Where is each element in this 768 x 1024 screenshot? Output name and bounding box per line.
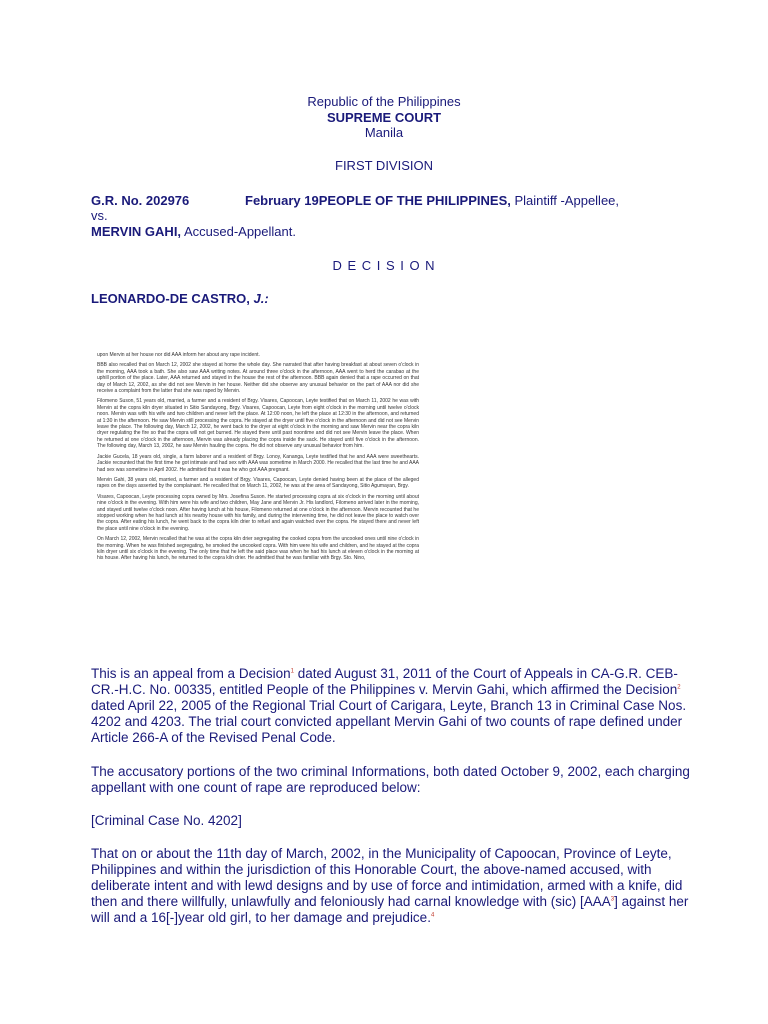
plaintiff-role: Plaintiff -Appellee,	[510, 193, 620, 208]
excerpt-paragraph: Filomeno Suson, 51 years old, married, a farmer and a resident of Brgy. Visares, Capoocan, Leyte testified that on March 11, 2002 he was with Mervin at the copra kiln dryer situated in Sitio Sandayong, Brgy. Visares, Capoocan, Leyte from eight o'clock in the morning until twelve o'clock noon. Mervin was with his wife and two children and never left the place. At 12:00 noon, he left the place at 12:30 in the afternoon, and returned at 1:30 in the afternoon. He saw Mervin still processing the copra. He stayed at the dryer until five o'clock in the afternoon and did not see Mervin leave the place. The following day, March 12, 2002, he went back to the dryer at eight o'clock in the morning and saw Mervin near the copra kiln dryer regulating the fire so that the copra will not get burned. He stayed there until past noontime and did not see Mervin leave the place. When he returned at one o'clock in the afternoon, Mervin was already placing the copra inside the sack. He stayed until five o'clock in the afternoon. The following day, March 13, 2002, he saw Mervin hauling the copra. He did not observe any unusual behavior from him.	[97, 398, 419, 450]
excerpt-paragraph: Visares, Capoocan, Leyte processing copra owned by Mrs. Josefina Suson. He started processing copra at six o'clock in the morning until about nine o'clock in the evening. With him were his wife and two children, May Jane and Mervin Jr. His landlord, Filomeno arrived later in the morning, and stayed until twelve o'clock noon. After having lunch at his house, Filomeno returned at one o'clock in the afternoon. Mervin recounted that he stopped working when he had lunch at his nearby house with his family, and during the intervening time, he did not leave the place to watch over the copra. After eating his lunch, he went back to the copra kiln drier to refuel and again watched over the copra. He stayed there and never left the place until nine o'clock in the evening.	[97, 493, 419, 532]
ponente-title: J.:	[249, 291, 269, 306]
decision-heading: D E C I S I O N	[332, 258, 436, 273]
case-parties-line	[245, 193, 619, 208]
paragraph-case-no: [Criminal Case No. 4202]	[91, 813, 242, 828]
accused-line	[91, 224, 296, 239]
text-run: dated August 31, 2011 of the Court of Appeals in CA-G.R. CEB-CR.-H.C. No. 00335, entitled People of the Philippines v. Mervin Gahi, which affirmed the Decision	[91, 666, 678, 697]
footnote-ref[interactable]: 4	[430, 912, 435, 919]
court-name: SUPREME COURT	[326, 110, 442, 125]
text-run: dated April 22, 2005 of the Regional Trial Court of Carigara, Leyte, Branch 13 in Criminal Case Nos. 4202 and 4203. The trial court convicted appellant Mervin Gahi of two counts of rape defined under Article 266-A of the Revised Penal Code.	[91, 698, 687, 745]
ponente-name: LEONARDO-DE CASTRO,	[91, 291, 250, 306]
paragraph-information	[91, 846, 691, 926]
paragraph-accusatory: The accusatory portions of the two criminal Informations, both dated October 9, 2002, each charging appellant with one count of rape are reproduced below:	[91, 764, 690, 795]
division-line: FIRST DIVISION	[335, 158, 433, 173]
versus: vs.	[91, 208, 108, 223]
accused-name: MERVIN GAHI,	[91, 224, 182, 239]
text-run: ] against her will and a 16[-]year old girl, to her damage and prejudice.	[91, 894, 689, 925]
text-run: That on or about the 11th day of March, 2002, in the Municipality of Capoocan, Province of Leyte, Philippines and within the jurisdiction of this Honorable Court, the above-named accused, with deliberate intent and with lewd designs and by use of force and intimidation, armed with a knife, did then and there willfully, unlawfully and feloniously had carnal knowledge with (sic) [AAA	[91, 846, 683, 909]
case-date-people: February 19PEOPLE OF THE PHILIPPINES,	[245, 193, 511, 208]
city-line: Manila	[364, 125, 404, 140]
footnote-ref[interactable]: 2	[677, 684, 681, 691]
excerpt-paragraph: upon Mervin at her house nor did AAA inform her about any rape incident.	[97, 352, 260, 358]
excerpt-paragraph: Jackie Gucela, 18 years old, single, a farm laborer and a resident of Brgy. Lonoy, Kananga, Leyte testified that he and AAA were sweethearts. Jackie recounted that the first time he got intimate and had sex with AAA was sometime in March 2000. He recalled that the last time he and AAA had sex was sometime in April 2002. He admitted that it was he who got AAA pregnant.	[97, 453, 419, 473]
text-run: This is an appeal from a Decision	[91, 666, 291, 681]
excerpt-paragraph: On March 12, 2002, Mervin recalled that he was at the copra kiln drier segregating the cooked copra from the uncooked ones until nine o'clock in the morning. When he was finished segregating, he smoked the uncooked copra. With him were his wife and children, and he stayed at the copra kiln dryer until six o'clock in the evening. The only time that he left the said place was when he had his lunch at eleven o'clock in the morning at his house. After having his lunch, he returned to the copra kiln drier. He admitted that he was familiar with Brgy. Sto. Nino,	[97, 536, 419, 562]
paragraph-appeal	[91, 666, 691, 746]
embedded-excerpt-image	[97, 352, 419, 650]
accused-role: Accused-Appellant.	[181, 224, 296, 239]
case-number: G.R. No. 202976	[91, 193, 190, 208]
ponente-line	[91, 291, 269, 306]
footnote-ref[interactable]: 1	[290, 668, 294, 675]
republic-line: Republic of the Philippines	[307, 94, 461, 109]
excerpt-paragraph: BBB also recalled that on March 12, 2002 she stayed at home the whole day. She narrated that after having breakfast at about seven o'clock in the morning, AAA took a bath. She also saw AAA writing notes. At around three o'clock in the afternoon, AAA went to herd the carabao at the uphill portion of the place. Later, AAA returned and stayed in the house the rest of the afternoon. BBB again denied that a rape occurred on that day of March 12, 2002, as she did not see Mervin in her house. Neither did she observe any unusual behavior on the part of AAA nor did she receive a complaint from the latter that she was raped by Mervin.	[97, 362, 419, 395]
footnote-ref[interactable]: 3	[610, 896, 615, 903]
excerpt-paragraph: Mervin Gahi, 38 years old, married, a farmer and a resident of Brgy. Visares, Capoocan, Leyte denied having been at the place of the alleged rapes on the days asserted by the complainant. He recalled that on March 11, 2002, he was at the area of Sandayong, Sitio Agumayan, Brgy.	[97, 476, 419, 490]
